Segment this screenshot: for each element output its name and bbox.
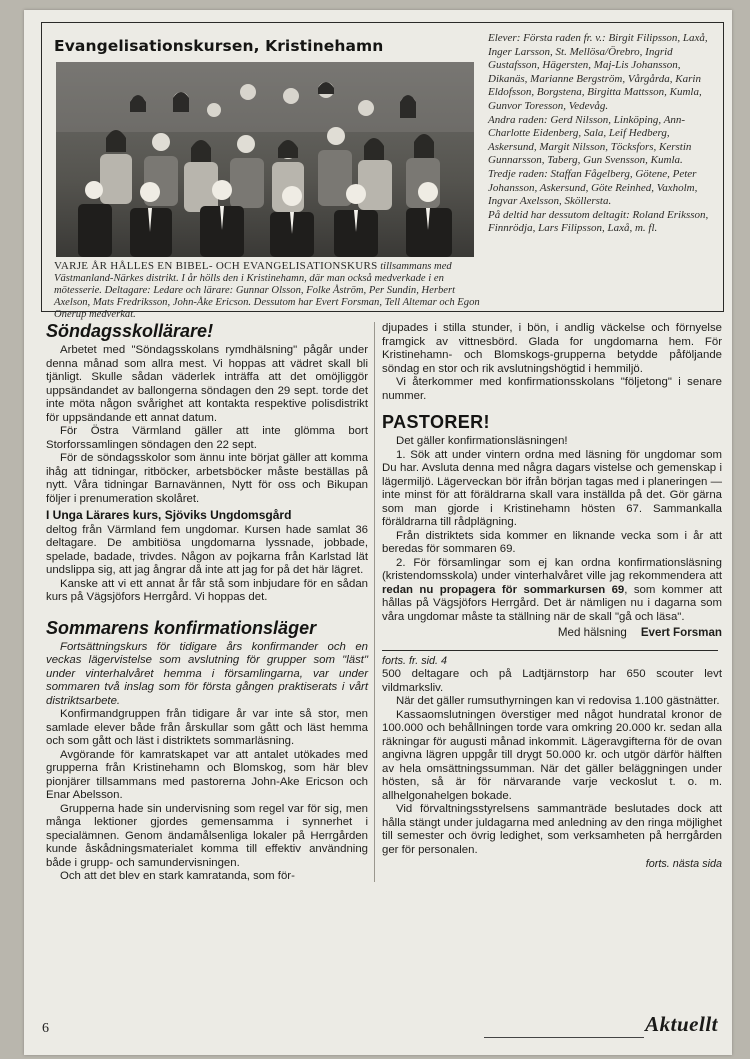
photo-caption <box>54 260 482 321</box>
column-divider <box>374 322 375 882</box>
greeting: Med hälsning <box>557 626 627 639</box>
group-photo-image <box>56 62 474 257</box>
continued-next: forts. nästa sida <box>645 858 722 870</box>
photo-feature-box <box>41 22 724 320</box>
footer-rule <box>484 1037 644 1038</box>
participant-row-2: Andra raden: Gerd Nilsson, Linköping, Ann-Charlotte Eidenberg, Sala, Leif Hedberg, Askersund, Margit Nilsson, Töcksfors, Kerstin Gunnarsson, Taberg, Gun Svensson, Kumla. <box>488 113 692 167</box>
paragraph: Konfirmandgruppen från tidigare år var inte så stor, men samlade elever både från årskullar som gått och läst hemma och som gått och läst i distriktets sommarläsning. <box>46 708 368 747</box>
page-number: 6 <box>42 1021 49 1036</box>
paragraph: Vi återkommer med konfirmationsskolans "följetong" i senare nummer. <box>382 376 722 402</box>
paragraph: När det gäller rumsuthyrningen kan vi redovisa 1.100 gästnätter. <box>396 695 720 707</box>
paragraph: 1. Sök att under vintern ordna med läsning för ungdomar som Du har. Avsluta denna med några dagars vistelse och gemenskap i lägermiljö. Lägerveckan bör ifrån början tagas med i planeringen — inte minst för att föräldrarna skall vara inställda på det. Gör gärna som man gjorde i Kristinehamn hösten 67. Sammankalla föräldrarna till rådplägning. <box>382 448 722 528</box>
magazine-page <box>24 10 732 1055</box>
signer-name: Evert Forsman <box>640 626 722 639</box>
heading-unga-larares-kurs: I Unga Lärares kurs, Sjöviks Ungdomsgård <box>46 508 292 522</box>
section-divider <box>382 650 718 651</box>
participant-parttime: På deltid har dessutom deltagit: Roland Eriksson, Finnrödja, Lars Filipsson, Laxå, m. fl. <box>488 208 709 235</box>
photo-title: Evangelisationskursen, Kristinehamn <box>54 37 384 55</box>
paragraph: För de söndagsskolor som ännu inte börjat gäller att komma ihåg att tidningar, ritböcker, arbetsböcker måste beställas på nytt. Våra tidningar Barnavännen, Nytt för oss och Bikupan följer i prenumeration skolåret. <box>46 452 368 505</box>
participant-row-1: Elever: Första raden fr. v.: Birgit Filipsson, Laxå, Inger Larsson, St. Mellösa/Örebro, Ingrid Gustafsson, Hägersten, Maj-Lis Johansson, Dikanäs, Marianne Bergström, Vårgårda, Karin Eldofsson, Borgstena, Birgitta Mattsson, Kumla, Gunvor Toresson, Vedevåg. <box>488 32 708 112</box>
photo-caption-body: tillsammans med Västmanland-Närkes distrikt. I år hölls den i Kristinehamn, där man också medverkade i en mötesserie. Deltagare: Ledare och lärare: Gunnar Olsson, Folke Åström, Per Sundin, Herbert Axelson, Mats Fredriksson, John-Åke Ericson. Dessutom har Evert Forsman, Tell Altemar och Egon Onerup medverkat. <box>54 261 480 320</box>
paragraph: För Östra Värmland gäller att inte glömma bort Storforssamlingen söndagen den 22 sept. <box>46 425 368 451</box>
paragraph: djupades i stilla stunder, i bön, i andlig väckelse och förnyelse framgick av vittnesbörd. Glada for ungdomarna hem. För Kristinehamn- och Blomskogs-grupperna betydde påföljande söndag en stor och rik avslutningshögtid i hemmiljö. <box>382 322 722 375</box>
paragraph: Från distriktets sida kommer en liknande vecka som i år att beredas för sommaren 69. <box>382 529 722 555</box>
paragraph <box>382 557 722 625</box>
paragraph: Avgörande för kamratskapet var att antalet utökades med grupperna från Kristinehamn och Blomskog, som här blev pionjärer tillsammans med pastorerna John-Ake Ericson och Enar Abelsson. <box>46 748 368 801</box>
group-photo <box>56 62 474 257</box>
heading-sondagsskollarare: Söndagsskollärare! <box>46 321 214 341</box>
heading-sommarens-konfirmationslager: Sommarens konfirmationsläger <box>46 617 317 638</box>
magazine-logo: Aktuellt <box>645 1012 718 1036</box>
paragraph: Och att det blev en stark kamratanda, som för- <box>60 870 295 882</box>
photo-caption-lead: VARJE ÅR HÅLLES EN BIBEL- OCH EVANGELISATIONSKURS <box>54 260 378 272</box>
heading-pastorer: PASTORER! <box>382 412 490 432</box>
paragraph: Kassaomslutningen överstiger med något hundratal kronor de 100.000 och behållningen torde vara omkring 20.000 kr. sedan alla räkningar för augusti månad inkommit. Lägeravgifterna för de ovan angivna lägren uppgår till drygt 50.000 kr. och utgör därför hälften av hela omsättningssumman. När det gäller beläggningen under hösten, så är för närvarande varje veckoslut t. o. m. allhelgonahelgen bokade. <box>382 708 722 802</box>
signature <box>382 626 722 640</box>
continued-from: forts. fr. sid. 4 <box>382 654 447 667</box>
text-run: 2. För församlingar som ej kan ordna konfirmationsläsning (kristendomsskola) under vinterhalvåret ville jag rekommendera att <box>382 556 722 582</box>
paragraph: 500 deltagare och på Ladtjärnstorp har 650 scouter levt vildmarksliv. <box>382 668 722 694</box>
paragraph: Det gäller konfirmationsläsningen! <box>396 435 568 447</box>
paragraph: Fortsättningskurs för tidigare års konfirmander och en veckas lägervistelse som avslutning för grupper som "läst" under vinterhalvåret hemma i församlingarna, var under sommaren två inslag som för första gången praktiserats i vårt distriktsarbete. <box>46 640 368 707</box>
participant-row-3: Tredje raden: Staffan Fågelberg, Götene, Peter Johansson, Askersund, Göte Reinhed, Vaxholm, Ingvar Axelsson, Sköllersta. <box>488 167 698 208</box>
paragraph: Arbetet med "Söndagsskolans rymdhälsning" pågår under denna månad som allra mest. Vi hoppas att vädret skall bli tjänligt. Skulle sådan väderlek inträffa att det omöjliggör uppsändandet av ballongerna söndagen den 29 sept. torde det inte möta någon svårighet att kontakta respektive polisdistrikt för uppsändande ett annat datum. <box>46 344 368 424</box>
participant-list <box>488 32 720 236</box>
paragraph: Grupperna hade sin undervisning som regel var för sig, men många lektioner gjordes gemensamma i synnerhet i specialämnen. Genom ändamålsenliga lokaler på Herrgården kunde åskådningsmaterialet komma till effektiv användning både i grupp- och samundervisningen. <box>46 802 368 869</box>
paragraph: Vid förvaltningsstyrelsens sammanträde beslutades dock att hålla stängt under juldagarna med anledning av den ringa möjlighet till semester och övrig ledighet, som verksamheten på herrgården ger för personalen. <box>382 803 722 856</box>
right-column <box>382 322 722 872</box>
text-run: , som kommer att hållas på Vägsjöfors Herrgård. Det är nämligen nu i dagarna som våra ungdomar måste ta ställning när de skall "gå och läsa". <box>382 583 723 623</box>
paragraph: deltog från Värmland fem ungdomar. Kursen hade samlat 36 deltagare. De ambitiösa ungdomarna lyssnade, jobbade, spelade, badade, trivdes. Någon av pojkarna från Karlstad lät undslippa sig, att jag ångrar då inte att jag for på det här lägret. <box>46 523 368 576</box>
paragraph: Kanske att vi ett annat år får stå som inbjudare för en sådan kurs på Vägsjöfors Herrgård. Vi hoppas det. <box>46 577 368 603</box>
emphasis-text: redan nu propagera för sommarkursen 69 <box>382 583 625 596</box>
left-column <box>46 322 368 884</box>
